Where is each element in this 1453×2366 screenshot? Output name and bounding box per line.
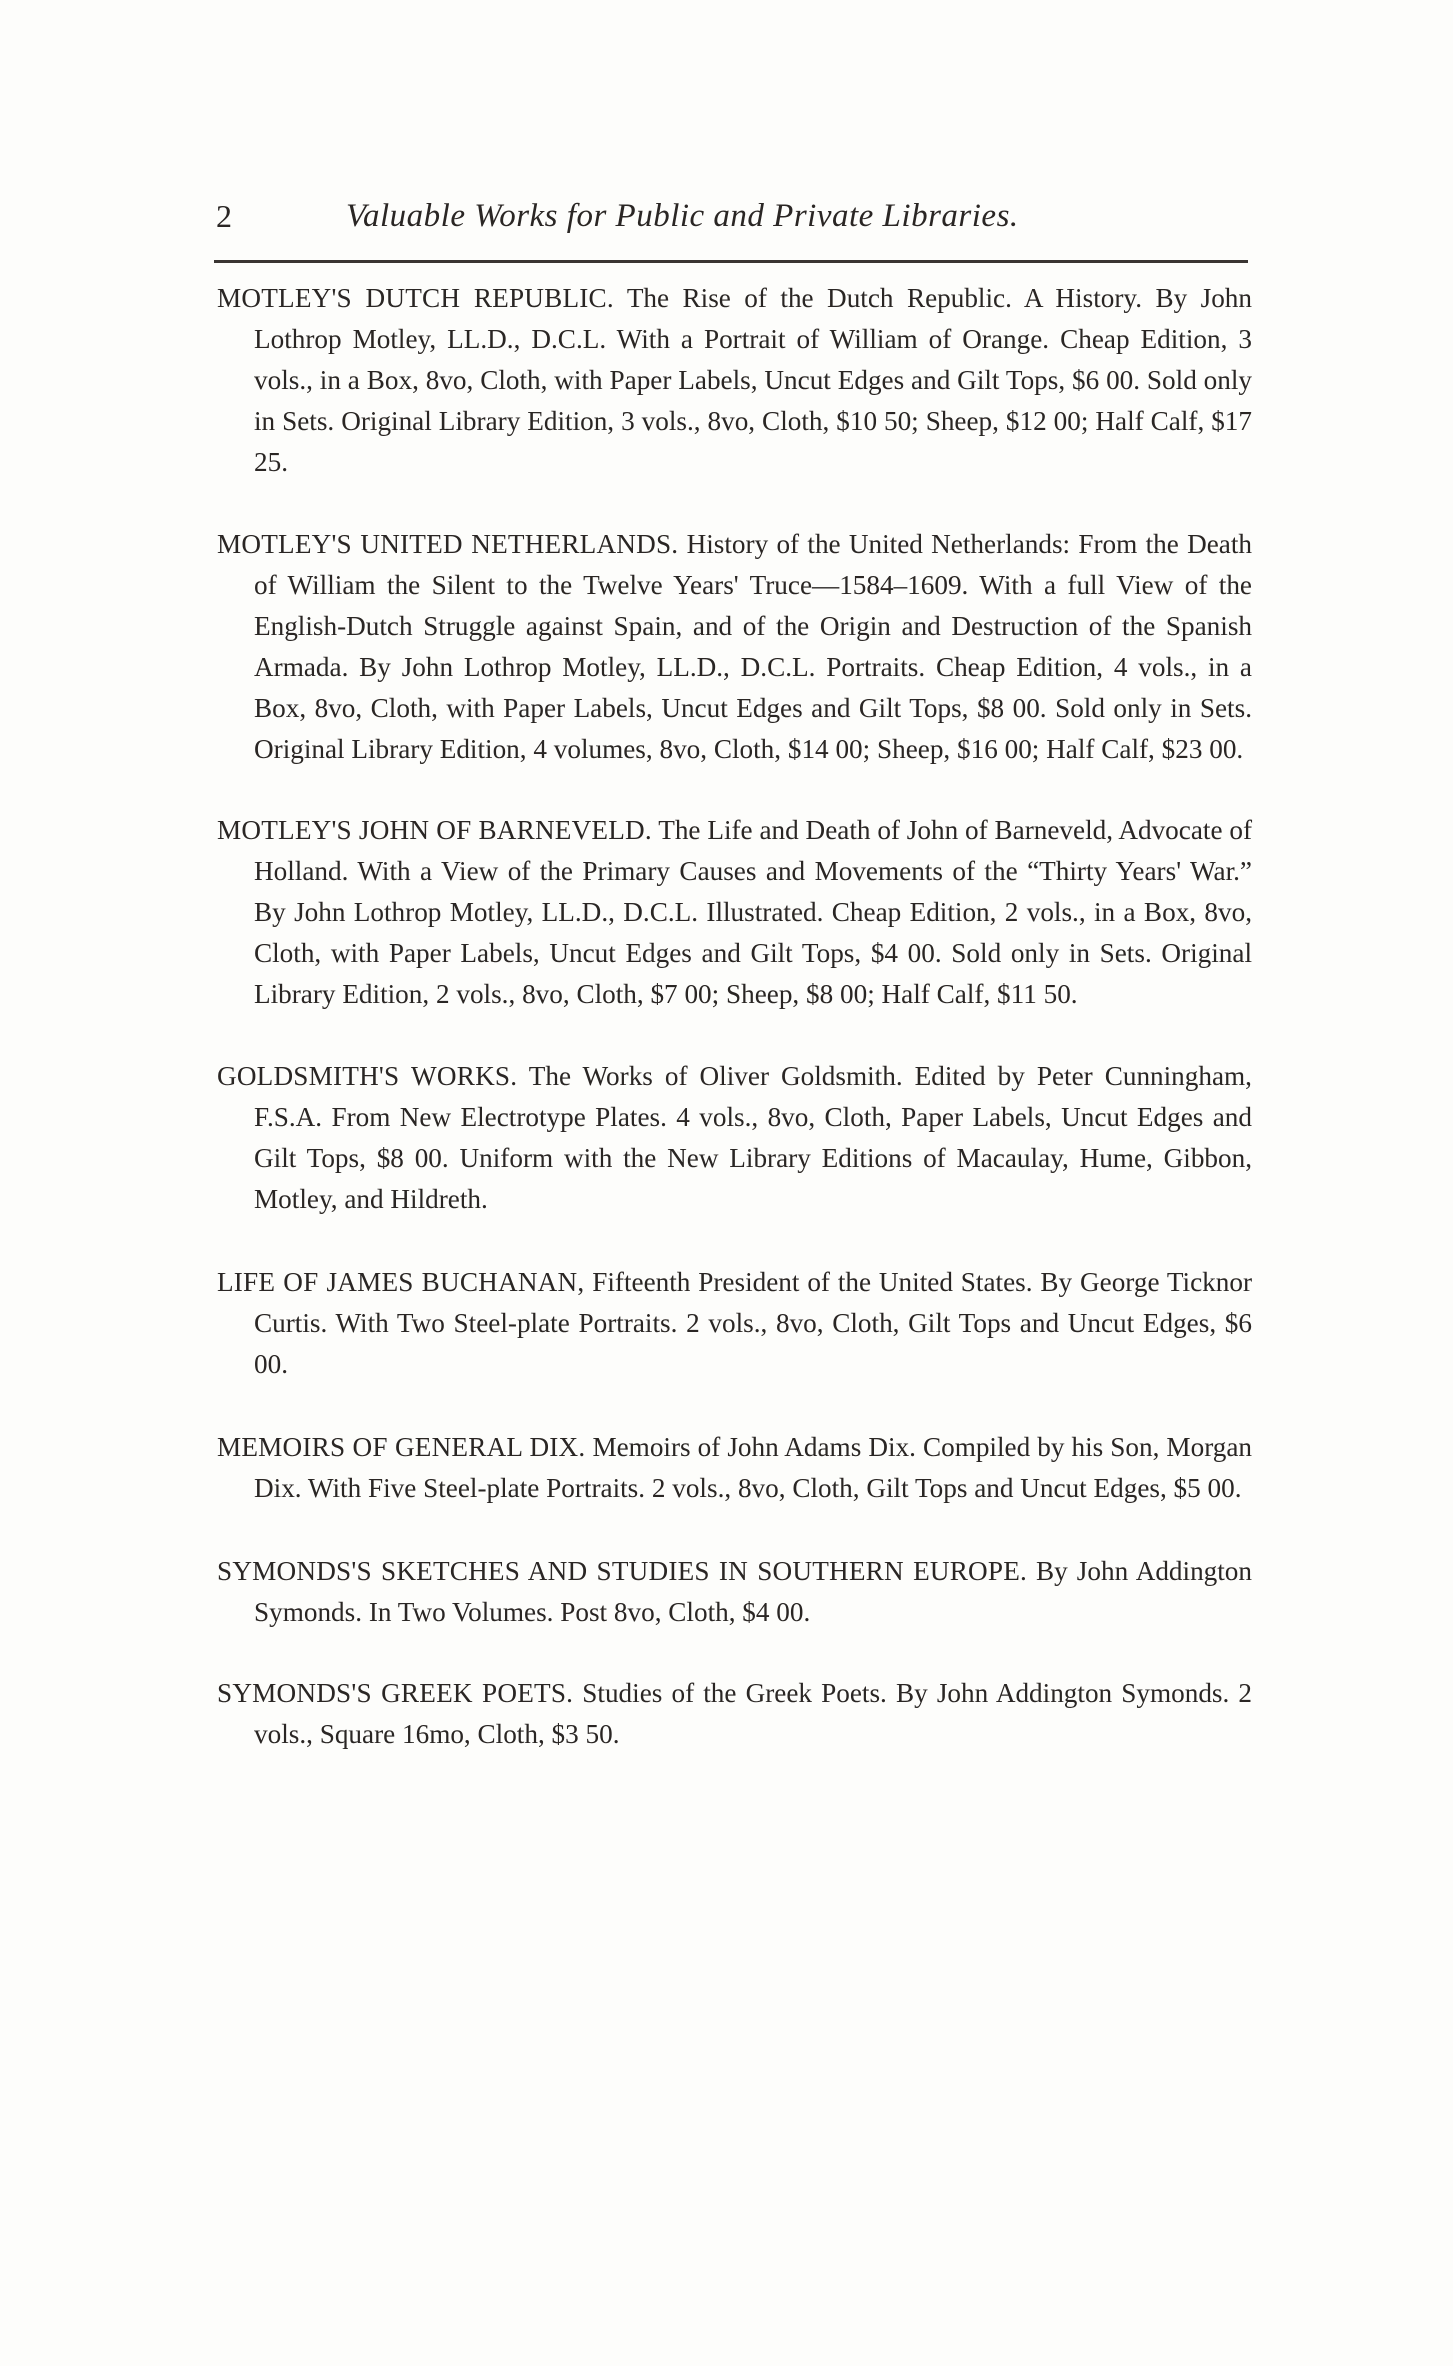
catalog-entry-motley-john-of-barneveld (217, 810, 1252, 1015)
entry-heading: MOTLEY'S JOHN OF BARNEVELD. (217, 815, 652, 845)
entry-heading: GOLDSMITH'S WORKS. (217, 1061, 518, 1091)
entry-body: Studies of the Greek Poets. By John Addington Symonds. 2 vols., Square 16mo, Cloth, $3 50. (254, 1678, 1253, 1749)
header-rule (214, 260, 1248, 263)
entry-heading: MEMOIRS OF GENERAL DIX. (217, 1432, 586, 1462)
entry-body: The Works of Oliver Goldsmith. Edited by Peter Cunningham, F.S.A. From New Electrotype Plates. 4 vols., 8vo, Cloth, Paper Labels, Uncut Edges and Gilt Tops, $8 00. Uniform with the New Library Editions of Macaulay, Hume, Gibbon, Motley, and Hildreth. (254, 1061, 1252, 1214)
entry-body: History of the United Netherlands: From the Death of William the Silent to the Twelve Years' Truce—1584–1609. With a full View of the English-Dutch Struggle against Spain, and of the Origin and Destruction of the Spanish Armada. By John Lothrop Motley, LL.D., D.C.L. Portraits. Cheap Edition, 4 vols., in a Box, 8vo, Cloth, with Paper Labels, Uncut Edges and Gilt Tops, $8 00. Sold only in Sets. Original Library Edition, 4 volumes, 8vo, Cloth, $14 00; Sheep, $16 00; Half Calf, $23 00. (254, 529, 1253, 764)
catalog-entry-goldsmith-works (217, 1056, 1252, 1220)
entry-body: The Rise of the Dutch Republic. A History. By John Lothrop Motley, LL.D., D.C.L. With a Portrait of William of Orange. Cheap Edition, 3 vols., in a Box, 8vo, Cloth, with Paper Labels, Uncut Edges and Gilt Tops, $6 00. Sold only in Sets. Original Library Edition, 3 vols., 8vo, Cloth, $10 50; Sheep, $12 00; Half Calf, $17 25. (254, 283, 1252, 477)
catalog-entries (217, 278, 1252, 1755)
catalog-entry-motley-united-netherlands (217, 524, 1252, 770)
catalog-entry-life-of-james-buchanan (217, 1262, 1252, 1385)
catalog-entry-symonds-greek-poets (217, 1673, 1252, 1755)
entry-heading: LIFE OF JAMES BUCHANAN, (217, 1267, 585, 1297)
entry-body: The Life and Death of John of Barneveld, Advocate of Holland. With a View of the Primary Causes and Movements of the “Thirty Years' War.” By John Lothrop Motley, LL.D., D.C.L. Illustrated. Cheap Edition, 2 vols., in a Box, 8vo, Cloth, with Paper Labels, Uncut Edges and Gilt Tops, $4 00. Sold only in Sets. Original Library Edition, 2 vols., 8vo, Cloth, $7 00; Sheep, $8 00; Half Calf, $11 50. (254, 815, 1253, 1009)
catalog-entry-symonds-sketches (217, 1551, 1252, 1633)
entry-heading: MOTLEY'S DUTCH REPUBLIC. (217, 283, 614, 313)
entry-body: Memoirs of John Adams Dix. Compiled by his Son, Morgan Dix. With Five Steel-plate Portraits. 2 vols., 8vo, Cloth, Gilt Tops and Uncut Edges, $5 00. (254, 1432, 1253, 1503)
running-title: Valuable Works for Public and Private Libraries. (346, 198, 1019, 234)
entry-body: By John Addington Symonds. In Two Volumes. Post 8vo, Cloth, $4 00. (254, 1556, 1252, 1627)
entry-body: Fifteenth President of the United States. By George Ticknor Curtis. With Two Steel-plate Portraits. 2 vols., 8vo, Cloth, Gilt Tops and Uncut Edges, $6 00. (254, 1267, 1253, 1379)
page-number: 2 (216, 198, 232, 234)
entry-heading: MOTLEY'S UNITED NETHERLANDS. (217, 529, 679, 559)
entry-heading: SYMONDS'S SKETCHES AND STUDIES IN SOUTHERN EUROPE. (217, 1556, 1028, 1586)
running-head (212, 198, 1250, 248)
catalog-entry-motley-dutch-republic (217, 278, 1252, 483)
catalog-entry-memoirs-of-general-dix (217, 1427, 1252, 1509)
entry-heading: SYMONDS'S GREEK POETS. (217, 1678, 574, 1708)
